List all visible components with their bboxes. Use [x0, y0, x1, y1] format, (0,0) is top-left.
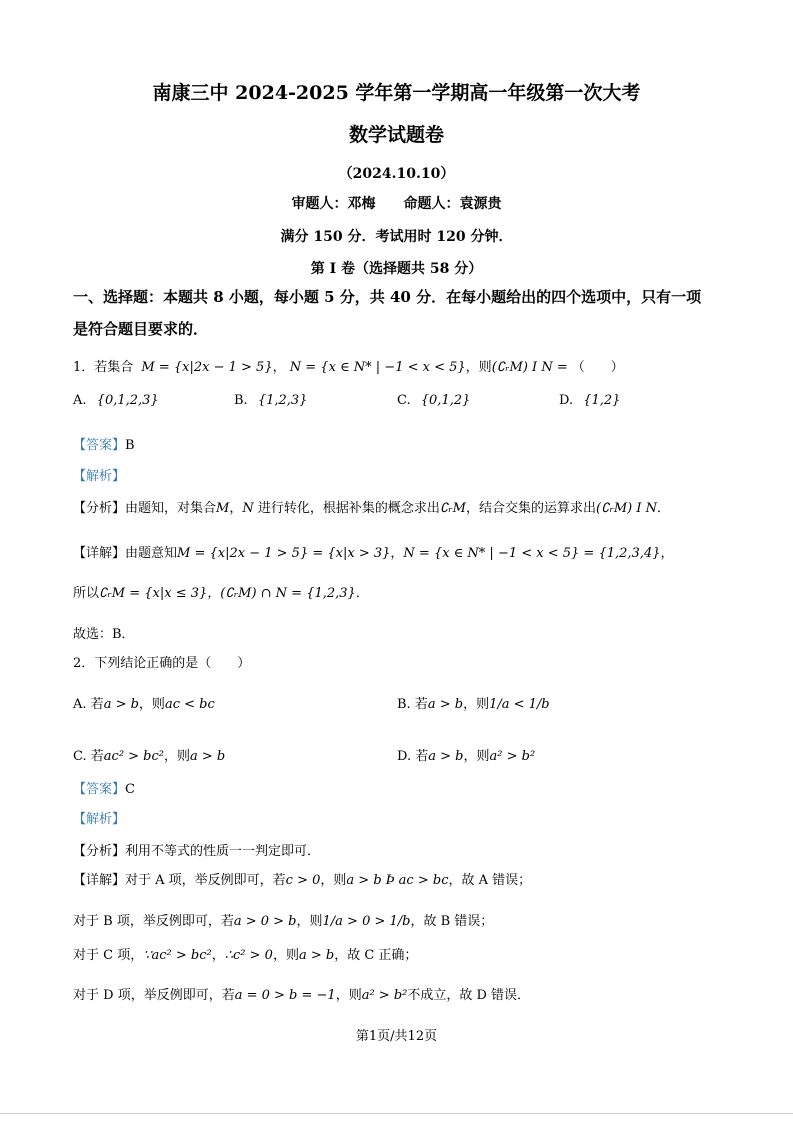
xiangjie-text: ，则 [296, 914, 323, 929]
q2-xiangjie-c [73, 944, 417, 963]
xiangjie-text: ，则 [272, 948, 299, 963]
option-label: B. [397, 697, 411, 712]
xiangjie-m: M = {x|2x − 1 > 5} = {x|x > 3} [177, 546, 391, 561]
fenxi-text-b: ， [229, 501, 243, 516]
q1-set-m: M = {x|2x − 1 > 5} [141, 360, 273, 375]
option-value: {0,1,2,3} [96, 393, 159, 408]
fenxi-m: M [216, 501, 230, 516]
xiangjie-text: 对于 B 项，举反例即可，若 [73, 914, 234, 929]
answer-tag: 【答案】 [73, 438, 126, 453]
q2-analysis-tag [73, 808, 125, 827]
q1-fenxi [73, 497, 670, 516]
exam-part: 第 I 卷（选择题共 58 分） [310, 261, 483, 277]
xiangjie-text: ，则 [320, 873, 347, 888]
xiangjie-math: c > 0 [285, 873, 321, 888]
xiangjie-text: 对于 A 项，举反例即可，若 [125, 873, 286, 888]
q1-option-b [234, 393, 307, 408]
exam-info: 满分 150 分．考试用时 120 分钟． [280, 229, 513, 245]
fenxi-tag: 【分析】 [73, 501, 126, 516]
q2-xiangjie-b [73, 910, 493, 929]
xiangjie-math: a > b Þ ac > bc [346, 873, 449, 888]
section-heading-line2: 是符合题目要求的． [73, 320, 209, 338]
exam-date: （2024.10.10） [338, 166, 455, 182]
fenxi-crm: ∁ᵣM [439, 501, 466, 516]
answer-tag: 【答案】 [73, 782, 126, 797]
option-cond: ac² > bc² [103, 749, 164, 764]
option-pre: 若 [414, 697, 428, 712]
xiangjie-math: ∵ac² > bc² [143, 948, 212, 963]
q1-choose: 故选：B． [73, 627, 135, 642]
option-cond: a > b [427, 697, 464, 712]
xiangjie-text-c: ， [660, 546, 674, 561]
so-math: ∁ᵣM = {x|x ≤ 3}，(∁ᵣM) ∩ N = {1,2,3} [99, 586, 356, 601]
so-text: 所以 [73, 586, 100, 601]
exam-subtitle: 数学试题卷 [348, 124, 444, 146]
q2-option-c [73, 745, 225, 764]
q1-stem-prefix: 1．若集合 [73, 360, 134, 375]
option-result: ac < bc [164, 697, 215, 712]
q1-so [73, 582, 369, 601]
option-label: C. [397, 393, 411, 408]
q2-option-b [397, 693, 550, 712]
q2-stem: 2．下列结论正确的是（ ） [73, 656, 251, 671]
option-cond: a > b [103, 697, 139, 712]
answer-value: B [125, 438, 135, 453]
option-pre: 若 [90, 749, 104, 764]
q2-xiangjie-a [73, 869, 531, 888]
option-pre: 若 [415, 749, 429, 764]
option-result: a > b [190, 749, 226, 764]
xiangjie-text: ，则 [335, 988, 362, 1003]
fenxi-expr: (∁ᵣM) I N [596, 501, 658, 516]
xiangjie-tag: 【详解】 [73, 546, 126, 561]
xiangjie-text: ，故 A 错误； [448, 873, 532, 888]
option-result: 1/a < 1/b [489, 697, 550, 712]
fenxi-tag: 【分析】 [73, 844, 126, 859]
section-heading-line1: 一、选择题：本题共 8 小题，每小题 5 分，共 40 分．在每小题给出的四个选项中，只有一项 [73, 288, 702, 306]
q1-then: ，则 [465, 360, 492, 375]
option-label: C. [73, 749, 87, 764]
xiangjie-math: a > b [298, 948, 335, 963]
option-result: a² > b² [489, 749, 536, 764]
q2-answer [73, 778, 135, 797]
fenxi-text-a: 由题知，对集合 [125, 501, 217, 516]
page-footer: 第1页/共12页 [355, 1029, 438, 1044]
analysis-tag: 【解析】 [73, 812, 126, 827]
q2-xiangjie-d [73, 984, 530, 1003]
option-mid: ，则 [164, 749, 191, 764]
option-label: B. [234, 393, 248, 408]
q1-option-d [559, 393, 620, 408]
fenxi-text: 利用不等式的性质一一判定即可． [125, 844, 321, 859]
xiangjie-n: N = {x ∈ N* | −1 < x < 5} = {1,2,3,4} [403, 546, 661, 561]
q1-stem [73, 356, 624, 375]
q1-option-a [73, 393, 159, 408]
answer-value: C [125, 782, 135, 797]
q1-sep: ， [272, 360, 286, 375]
so-end: ． [355, 586, 369, 601]
analysis-tag: 【解析】 [73, 469, 126, 484]
q2-option-d [397, 745, 535, 764]
xiangjie-text: ，故 B 错误； [410, 914, 494, 929]
option-label: A. [73, 697, 87, 712]
fenxi-n: N [242, 501, 254, 516]
option-value: {0,1,2} [420, 393, 471, 408]
option-mid: ，则 [463, 697, 490, 712]
q2-fenxi [73, 840, 320, 859]
xiangjie-math: 1/a > 0 > 1/b [322, 914, 411, 929]
q1-paren: （ ） [571, 360, 624, 375]
xiangjie-text: ， [211, 948, 225, 963]
xiangjie-math: a² > b² [361, 988, 408, 1003]
bottom-divider [0, 1113, 793, 1114]
fenxi-end: ． [657, 501, 671, 516]
xiangjie-text: 对于 C 项， [73, 948, 144, 963]
option-pre: 若 [90, 697, 104, 712]
option-cond: a > b [428, 749, 464, 764]
xiangjie-text: ，故 C 正确； [334, 948, 418, 963]
fenxi-text-d: ，结合交集的运算求出 [465, 501, 596, 516]
q2-option-a [73, 693, 215, 712]
xiangjie-text-a: 由题意知 [125, 546, 178, 561]
option-value: {1,2,3} [257, 393, 308, 408]
q1-xiangjie [73, 542, 674, 561]
option-label: D. [397, 749, 412, 764]
option-label: D. [559, 393, 574, 408]
q1-answer [73, 434, 135, 453]
xiangjie-text-b: ， [390, 546, 404, 561]
option-mid: ，则 [463, 749, 490, 764]
q1-option-c [397, 393, 470, 408]
exam-title: 南康三中 2024-2025 学年第一学期高一年级第一次大考 [152, 82, 641, 104]
option-mid: ，则 [138, 697, 165, 712]
exam-authors: 审题人：邓梅 命题人：袁源贵 [291, 196, 502, 212]
option-label: A. [73, 393, 87, 408]
xiangjie-text: 不成立，故 D 错误． [407, 988, 531, 1003]
xiangjie-math: a = 0 > b = −1 [234, 988, 336, 1003]
q1-set-n: N = {x ∈ N* | −1 < x < 5} [289, 360, 466, 375]
xiangjie-math: a > 0 > b [233, 914, 297, 929]
xiangjie-math: ∴c² > 0 [224, 948, 273, 963]
xiangjie-text: 对于 D 项，举反例即可，若 [73, 988, 235, 1003]
option-value: {1,2} [583, 393, 621, 408]
q1-expr: (∁ᵣM) I N = [491, 360, 568, 375]
q1-analysis-tag [73, 465, 125, 484]
fenxi-text-c: 进行转化，根据补集的概念求出 [253, 501, 440, 516]
xiangjie-tag: 【详解】 [73, 873, 126, 888]
